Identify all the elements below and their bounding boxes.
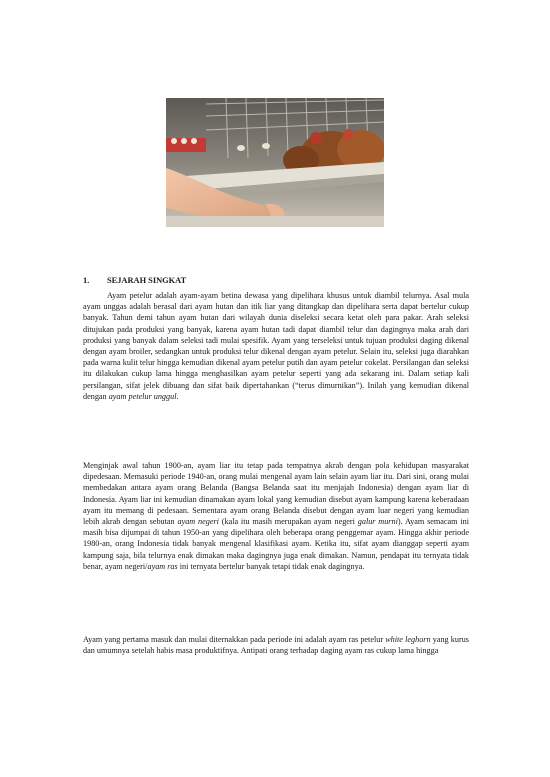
paragraph-2-italic-2: galur murni [357, 517, 398, 527]
paragraph-3 [83, 634, 469, 656]
section-number: 1. [83, 276, 90, 285]
paragraph-2 [83, 460, 469, 572]
paragraph-2-text-d: ini ternyata bertelur banyak tetapi tidak enak dagingnya. [177, 561, 365, 571]
section-heading [83, 276, 186, 285]
paragraph-2-text-a: Menginjak awal tahun 1900-an, ayam liar itu tetap pada tempatnya akrab dengan pola kehidupan masyarakat dipedesaan. Memasuki periode 1940-an, orang mulai mengenal ayam lain selain ayam liar itu. Dari sini, orang mulai membedakan antara ayam orang Belanda (Bangsa Belanda saat itu menjajah Indonesia) dengan ayam liar di Indonesia. Ayam liar ini kemudian dinamakan ayam lokal yang kemudian disebut ayam kampung karena keberadaan ayam itu memang di pedesaan. Sementara ayam orang Belanda disebut dengan ayam luar negeri yang kemudian lebih akrab dengan sebutan [83, 461, 469, 527]
paragraph-1-text: Ayam petelur adalah ayam-ayam betina dewasa yang dipelihara khusus untuk diambil telurnya. Asal mula ayam unggas adalah berasal dari ayam hutan dan itik liar yang ditangkap dan dipelihara serta dapat bertelur cukup banyak. Tahun demi tahun ayam hutan dari wilayah dunia diseleksi secara ketat oleh para pakar. Arah seleksi ditujukan pada produksi yang banyak, karena ayam hutan tadi dapat diambil telur dan dagingnya maka arah dari produksi yang banyak dalam seleksi tadi mulai spesifik. Ayam yang terseleksi untuk tujuan produksi daging dikenal dengan ayam broiler, sedangkan untuk produksi telur dikenal dengan ayam petelur. Selain itu, seleksi juga diarahkan pada warna kulit telur hingga kemudian dikenal ayam petelur putih dan ayam petelur cokelat. Persilangan dan seleksi itu dilakukan cukup lama hingga menghasilkan ayam petelur seperti yang ada sekarang ini. Dalam setiap kali persilangan, sifat jelek dibuang dan sifat baik dipertahankan (“terus dimurnikan”). Inilah yang kemudian dikenal dengan [83, 291, 469, 401]
paragraph-3-text-a: Ayam yang pertama masuk dan mulai diternakkan pada periode ini adalah ayam ras petelur [83, 635, 386, 644]
section-title: SEJARAH SINGKAT [107, 276, 187, 285]
paragraph-1 [83, 290, 469, 402]
paragraph-2-italic-3: ayam ras [147, 561, 178, 571]
paragraph-1-italic: ayam petelur unggul [108, 391, 177, 401]
paragraph-1-end: . [176, 391, 179, 401]
paragraph-3-italic: white leghorn [385, 635, 431, 644]
paragraph-2-text-c: ). Ayam semacam ini masih bisa dijumpai di tahun 1950-an yang dipelihara oleh beberapa orang penggemar ayam. Hingga akhir periode 1980-an, orang Indonesia tidak banyak mengenal klasifikasi ayam. Ketika itu, sifat ayam dianggap seperti ayam kampung saja, bila telurnya enak dimakan maka dagingnya juga enak dimakan. Namun, pendapat itu ternyata tidak benar, ayam negeri/ [83, 517, 469, 571]
paragraph-3-text-b: yang kurus dan umumnya setelah habis masa produktifnya. Antipati orang terhadap daging ayam ras cukup lama hingga [83, 635, 469, 656]
document-body [83, 97, 469, 656]
paragraph-2-italic-1: ayam negeri [177, 517, 219, 527]
paragraph-2-text-b: (kala itu masih merupakan ayam negeri [218, 517, 358, 527]
chicken-farm-photo [166, 98, 384, 227]
